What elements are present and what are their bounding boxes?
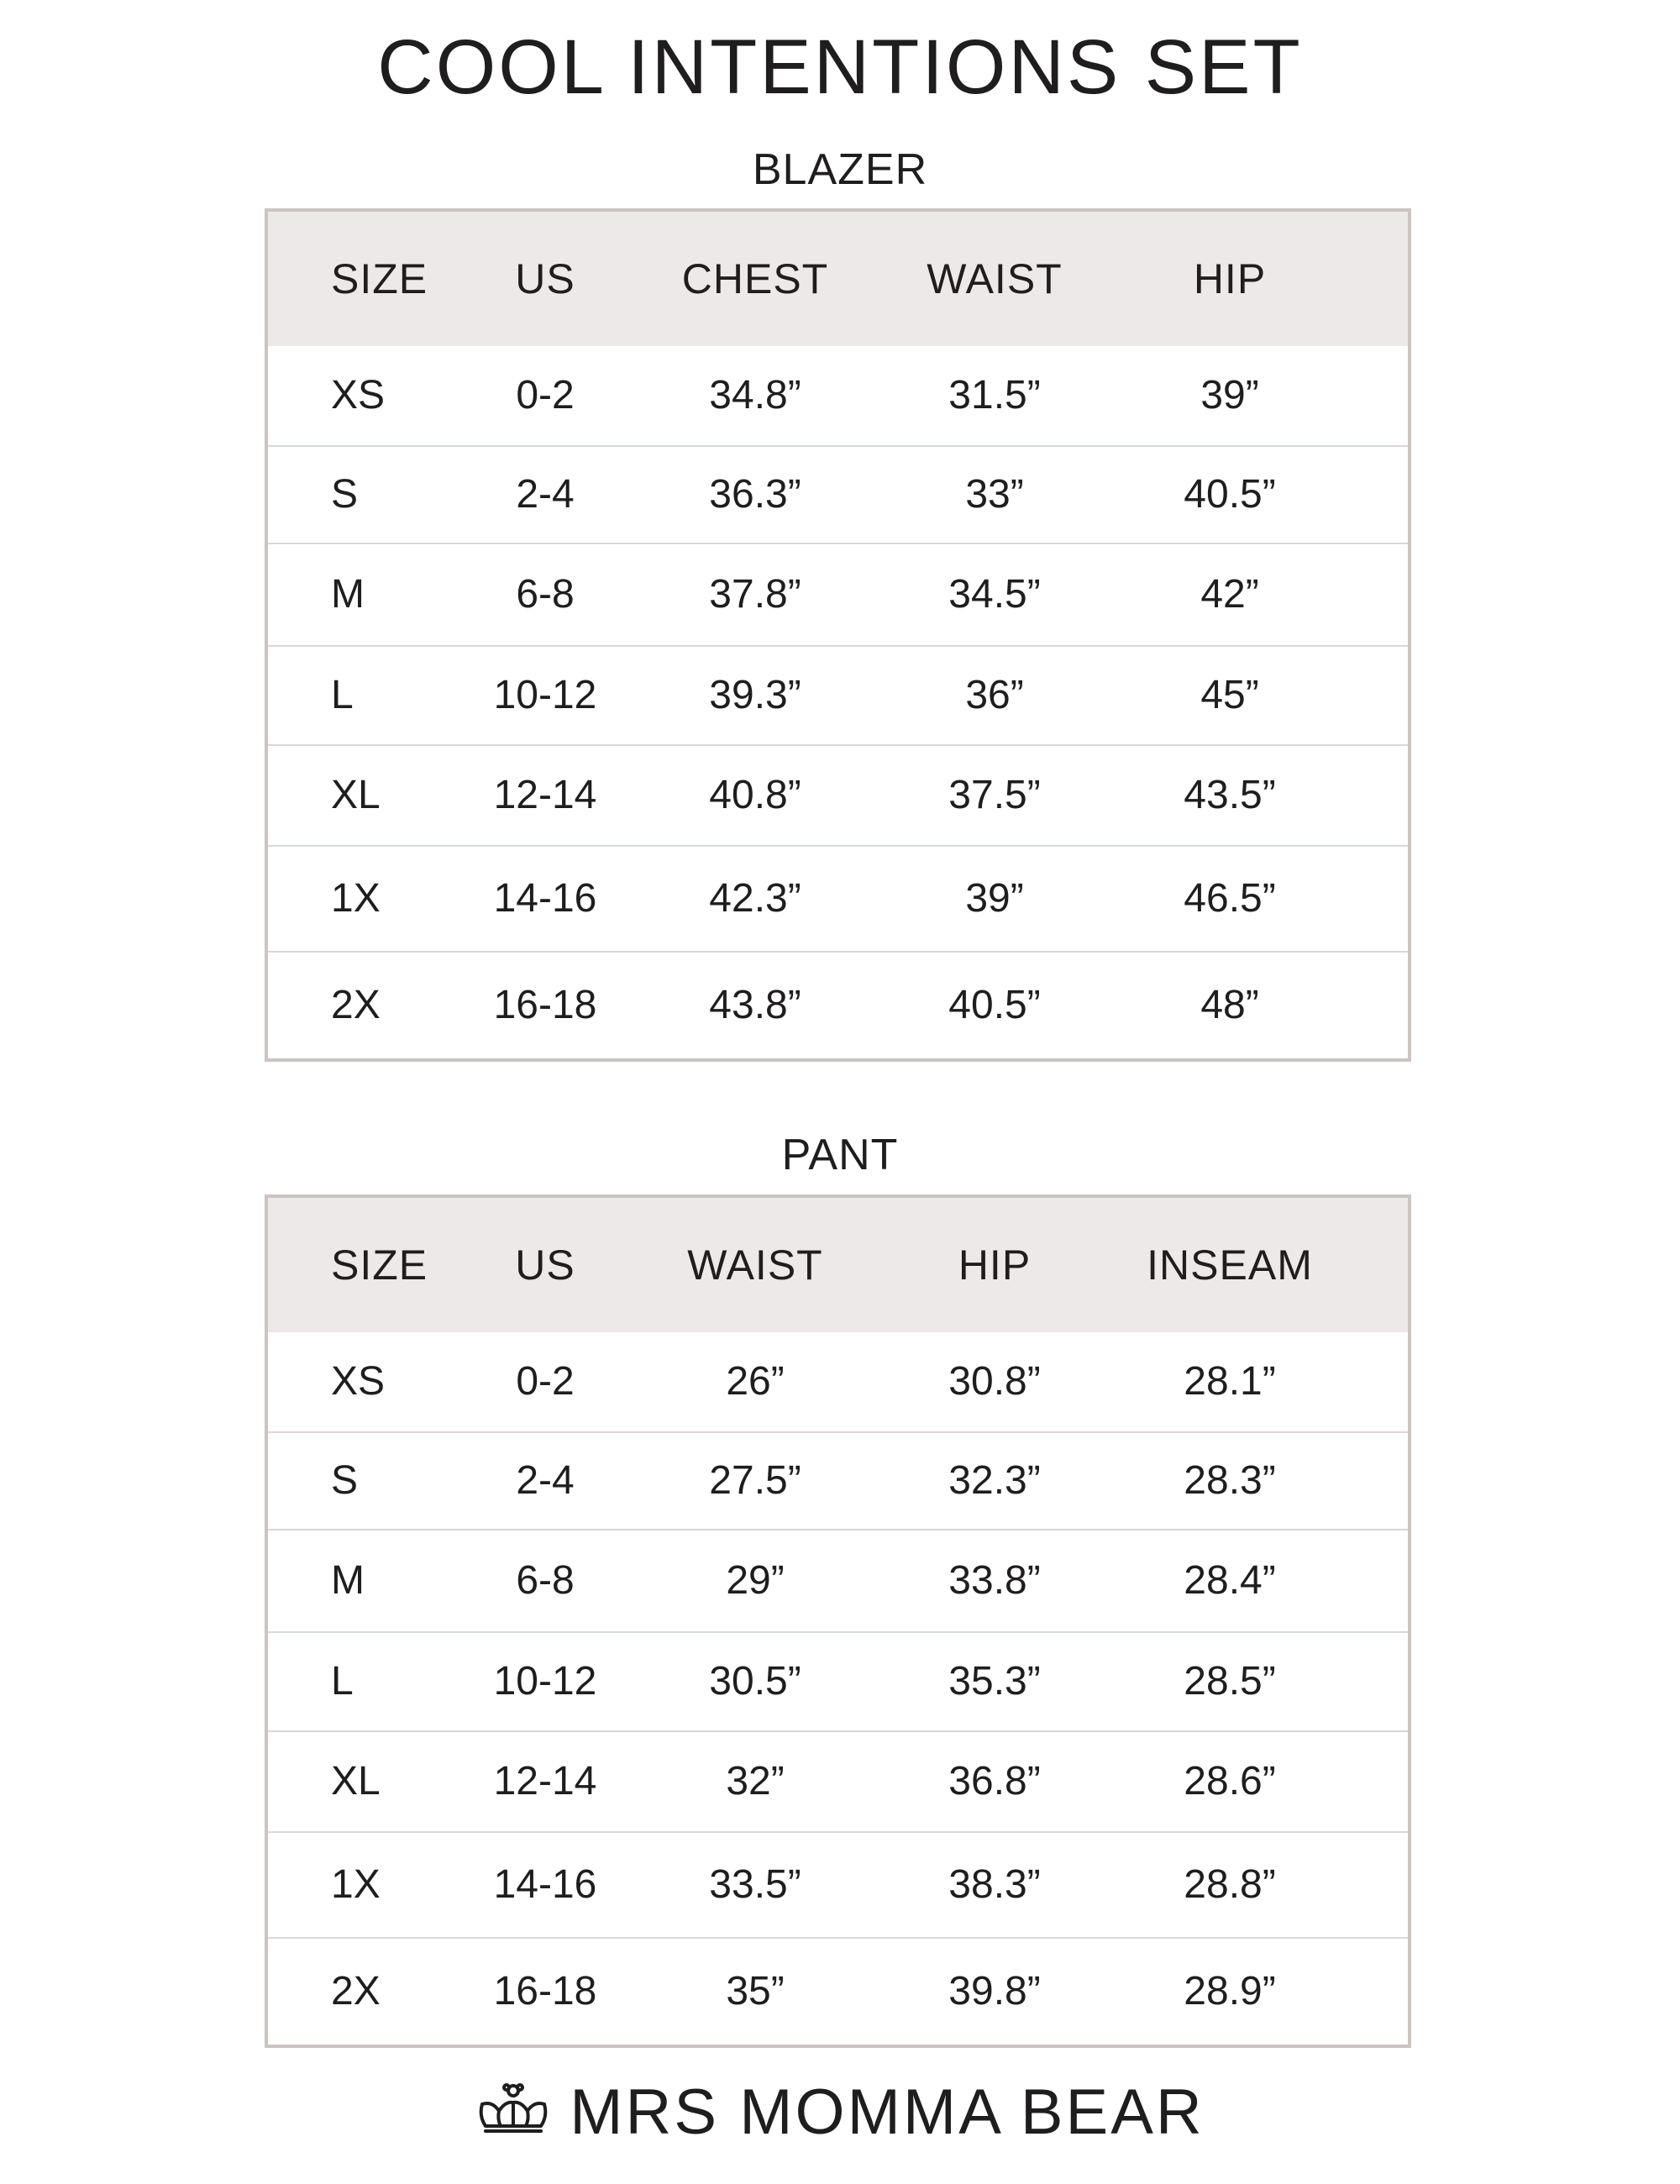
header-us: US <box>515 255 575 302</box>
us-cell: 10-12 <box>493 1659 597 1704</box>
size-cell: XL <box>331 773 381 817</box>
hip-cell: 42” <box>1200 572 1259 617</box>
waist-cell: 40.5” <box>948 983 1041 1027</box>
chest-cell: 36.3” <box>709 472 801 517</box>
table-row <box>268 1332 1408 1431</box>
hip-cell: 39” <box>1200 373 1259 417</box>
chest-cell: 37.8” <box>709 572 801 617</box>
us-cell: 6-8 <box>516 572 575 617</box>
us-cell: 2-4 <box>516 472 575 517</box>
waist-cell: 26” <box>726 1359 785 1404</box>
chest-cell: 40.8” <box>709 773 801 817</box>
header-chest: CHEST <box>681 255 829 302</box>
header-size: SIZE <box>331 1242 428 1289</box>
chest-cell: 34.8” <box>709 373 801 417</box>
table-row <box>268 543 1408 645</box>
inseam-cell: 28.9” <box>1184 1969 1276 2013</box>
waist-cell: 33.5” <box>709 1862 801 1907</box>
table-row <box>268 1431 1408 1529</box>
header-us: US <box>515 1242 575 1289</box>
table-row <box>268 1730 1408 1831</box>
us-cell: 16-18 <box>493 983 597 1027</box>
chest-cell: 39.3” <box>709 673 801 717</box>
pant-size-table <box>265 1194 1411 2048</box>
table-row <box>268 1937 1408 2045</box>
table-row <box>268 845 1408 951</box>
header-inseam: INSEAM <box>1147 1242 1313 1289</box>
table-row <box>268 744 1408 845</box>
size-cell: M <box>331 1558 365 1603</box>
hip-cell: 39.8” <box>948 1969 1041 2013</box>
table-row <box>268 1529 1408 1631</box>
size-cell: XS <box>331 1359 386 1404</box>
chest-cell: 42.3” <box>709 876 801 921</box>
hip-cell: 33.8” <box>948 1558 1041 1603</box>
table-row <box>268 346 1408 445</box>
inseam-cell: 28.1” <box>1184 1359 1276 1404</box>
page-title: COOL INTENTIONS SET <box>377 24 1303 110</box>
hip-cell: 32.3” <box>948 1458 1041 1503</box>
waist-cell: 31.5” <box>948 373 1041 417</box>
table-row <box>268 1831 1408 1937</box>
us-cell: 12-14 <box>493 773 597 817</box>
table-header-row <box>268 1198 1408 1332</box>
header-hip: HIP <box>1193 255 1267 302</box>
hip-cell: 38.3” <box>948 1862 1041 1907</box>
hip-cell: 43.5” <box>1184 773 1276 817</box>
waist-cell: 33” <box>965 472 1024 517</box>
waist-cell: 32” <box>726 1759 785 1803</box>
table-header-row <box>268 212 1408 346</box>
us-cell: 14-16 <box>493 876 597 921</box>
header-waist: WAIST <box>927 255 1063 302</box>
hip-cell: 45” <box>1200 673 1259 717</box>
size-cell: XL <box>331 1759 381 1803</box>
brand-name: MRS MOMMA BEAR <box>570 2076 1205 2148</box>
hip-cell: 48” <box>1200 983 1259 1027</box>
inseam-cell: 28.4” <box>1184 1558 1276 1603</box>
table-row <box>268 1631 1408 1730</box>
size-cell: M <box>331 572 365 617</box>
hip-cell: 36.8” <box>948 1759 1041 1803</box>
waist-cell: 29” <box>726 1558 785 1603</box>
size-cell: 2X <box>331 983 381 1027</box>
header-waist: WAIST <box>687 1242 823 1289</box>
hip-cell: 46.5” <box>1184 876 1276 921</box>
table-row <box>268 951 1408 1058</box>
blazer-size-table <box>265 208 1411 1062</box>
pant-section-title: PANT <box>781 1131 899 1179</box>
waist-cell: 30.5” <box>709 1659 801 1704</box>
size-cell: 2X <box>331 1969 381 2013</box>
size-cell: 1X <box>331 876 381 921</box>
waist-cell: 36” <box>965 673 1024 717</box>
hip-cell: 30.8” <box>948 1359 1041 1404</box>
us-cell: 0-2 <box>516 373 575 417</box>
waist-cell: 34.5” <box>948 572 1041 617</box>
chest-cell: 43.8” <box>709 983 801 1027</box>
inseam-cell: 28.8” <box>1184 1862 1276 1907</box>
crown-bear-icon <box>475 2079 551 2146</box>
table-row <box>268 645 1408 744</box>
size-cell: L <box>331 1659 354 1704</box>
hip-cell: 35.3” <box>948 1659 1041 1704</box>
inseam-cell: 28.6” <box>1184 1759 1276 1803</box>
us-cell: 0-2 <box>516 1359 575 1404</box>
waist-cell: 35” <box>726 1969 785 2013</box>
size-cell: L <box>331 673 354 717</box>
us-cell: 16-18 <box>493 1969 597 2013</box>
waist-cell: 39” <box>965 876 1024 921</box>
size-cell: S <box>331 472 359 517</box>
us-cell: 10-12 <box>493 673 597 717</box>
us-cell: 2-4 <box>516 1458 575 1503</box>
size-cell: 1X <box>331 1862 381 1907</box>
waist-cell: 27.5” <box>709 1458 801 1503</box>
us-cell: 6-8 <box>516 1558 575 1603</box>
hip-cell: 40.5” <box>1184 472 1276 517</box>
header-hip: HIP <box>958 1242 1032 1289</box>
inseam-cell: 28.3” <box>1184 1458 1276 1503</box>
us-cell: 12-14 <box>493 1759 597 1803</box>
us-cell: 14-16 <box>493 1862 597 1907</box>
size-cell: XS <box>331 373 386 417</box>
blazer-section-title: BLAZER <box>752 145 928 194</box>
table-row <box>268 445 1408 543</box>
header-size: SIZE <box>331 255 428 302</box>
inseam-cell: 28.5” <box>1184 1659 1276 1704</box>
brand-footer <box>0 2075 1680 2150</box>
waist-cell: 37.5” <box>948 773 1041 817</box>
size-cell: S <box>331 1458 359 1503</box>
